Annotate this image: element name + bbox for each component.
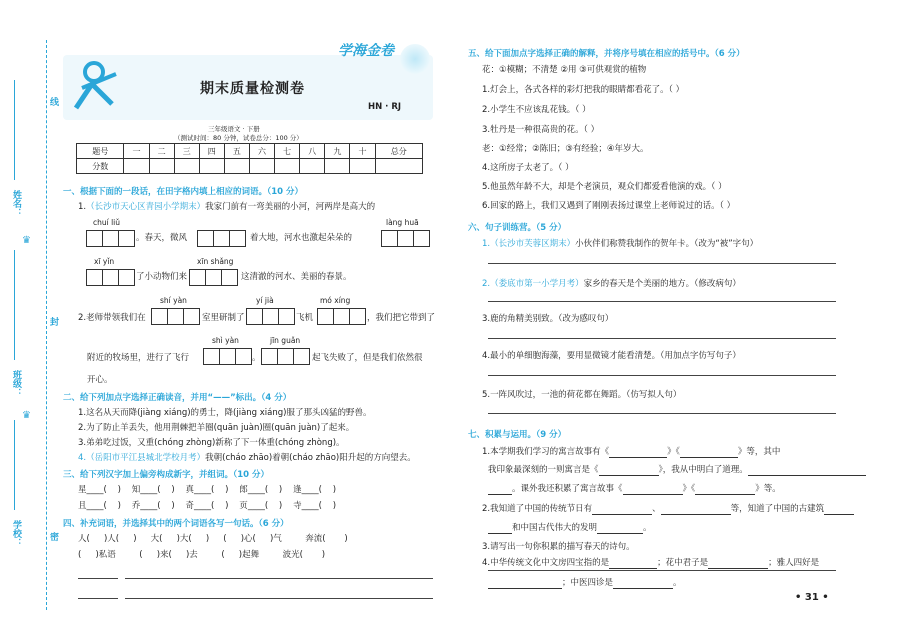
s5-q6: 6.回家的路上，我们又遇到了刚刚表扬过课堂上老师说过的话。（ ）	[482, 201, 736, 211]
s6-q1: 1.（长沙市芙蓉区期末）小伙伴们称赞我制作的贺年卡。（改为“被”字句）	[482, 239, 759, 249]
s7-q1-line2: 我印象最深刻的一则寓言是《 》，我从中明白了道理。	[488, 464, 866, 476]
score-cell[interactable]	[149, 159, 174, 174]
pinyin: xīn shǎng	[197, 257, 234, 266]
s5-q2: 2.小学生不应该乱花钱。（ ）	[482, 105, 591, 115]
brand-text: 学海金卷	[338, 43, 394, 59]
section-1-heading: 一、根据下面的一段话，在田字格内填上相应的词语。（10 分）	[63, 187, 304, 197]
s7-q2-line1: 2.我知道了中国的传统节日有 、 等，知道了中国的古建筑	[482, 503, 854, 515]
score-cell[interactable]	[275, 159, 300, 174]
answer-line[interactable]	[488, 338, 836, 339]
answer-line[interactable]	[488, 570, 836, 571]
source-tag: （长沙市天心区青园小学期末）	[86, 202, 206, 212]
s1-text: 。	[252, 353, 261, 363]
s4-row2: ( )私语 ( )来( )去 ( )起舞 波光( )	[78, 550, 326, 560]
s6-q5: 5.一阵风吹过，一池的荷花都在舞蹈。（仿写拟人句）	[482, 390, 682, 400]
page-number: • 31 •	[795, 592, 829, 603]
binding-dashed-line	[46, 40, 47, 610]
score-cell[interactable]	[350, 159, 375, 174]
s5-q1: 1.灯会上，各式各样的彩灯把我的眼睛都看花了。（ ）	[482, 85, 685, 95]
s5-q4: 4.这所房子太老了。（ ）	[482, 163, 574, 173]
score-row-label: 分数	[77, 159, 124, 174]
mascot-icon	[72, 58, 122, 113]
score-cell[interactable]	[199, 159, 224, 174]
s3-row2: 且____( ) 乔____( ) 奇____( ) 页____( ) 寺____( )	[78, 501, 337, 511]
s1-text: 室里研制了	[202, 313, 245, 323]
binding-margin	[0, 0, 60, 636]
name-field-line[interactable]	[14, 80, 15, 180]
name-field-label: 姓名：	[11, 190, 21, 217]
answer-line[interactable]	[488, 301, 836, 302]
tianzige-jinguan[interactable]	[262, 348, 310, 365]
pinyin: shí yàn	[160, 296, 187, 305]
sun-icon	[400, 44, 430, 74]
s1-q1-line1: 1.（长沙市天心区青园小学期末）我家门前有一弯美丽的小河，河两岸是高大的	[78, 202, 376, 212]
s5-def1: 花：①模糊；不清楚 ②用 ③可供观赏的植物	[482, 65, 647, 75]
class-field-label: 班级：	[11, 370, 21, 397]
class-field-line[interactable]	[14, 250, 15, 360]
brand-logo	[338, 40, 394, 60]
s6-q3: 3.鹿的角精美别致。（改为感叹句）	[482, 314, 614, 324]
score-header: 七	[275, 144, 300, 159]
binding-label-secret: 密	[50, 533, 60, 543]
binding-label-seal: 封	[50, 318, 60, 328]
s1-text: 附近的牧场里，进行了飞行	[87, 353, 190, 363]
crown-icon: ♛	[22, 410, 31, 421]
s2-q1: 1.这名从天而降(jiàng xiáng)的勇士，降(jiàng xiáng)服了那头凶猛的野兽。	[78, 408, 372, 418]
s6-q4: 4.最小的单细胞海藻，要用显微镜才能看清楚。（用加点字仿写句子）	[482, 351, 741, 361]
s2-q3: 3.弟弟吃过饭，又重(chóng zhòng)新称了下一体重(chóng zhòng)。	[78, 438, 345, 448]
s7-q1-line3: 。课外我还积累了寓言故事《 》《 》等。	[488, 483, 781, 495]
s1-text: ，我们把它带到了	[367, 313, 436, 323]
s7-q3: 3.请写出一句你积累的描写春天的诗句。	[482, 542, 635, 552]
section-2-heading: 二、给下列加点字选择正确读音，并用“——”标出。（4 分）	[63, 393, 292, 403]
section-4-heading: 四、补充词语，并选择其中的两个词语各写一句话。（6 分）	[63, 519, 289, 529]
score-header: 一	[124, 144, 149, 159]
s5-def2: 老：①经常；②陈旧；③有经验；④年岁大。	[482, 144, 649, 154]
school-field-line[interactable]	[14, 420, 15, 510]
answer-line[interactable]	[488, 375, 836, 376]
tianzige-shiyan2[interactable]	[204, 348, 252, 365]
s7-q4-line1: 4.中华传统文化中文房四宝指的是 ；花中君子是 ；雅人四好是	[482, 558, 820, 568]
page-title: 期末质量检测卷	[200, 81, 305, 97]
s7-q2-line2: 和中国古代伟大的发明 。	[488, 522, 652, 534]
s5-q3: 3.牡丹是一种很高贵的花。（ ）	[482, 125, 600, 135]
score-cell[interactable]	[124, 159, 149, 174]
answer-line[interactable]	[78, 598, 118, 599]
crown-icon: ♛	[22, 235, 31, 246]
score-header: 五	[224, 144, 249, 159]
s7-q1-line1: 1.本学期我们学习的寓言故事有《 》《 》等，其中	[482, 447, 781, 457]
tianzige-xiyin[interactable]	[87, 269, 135, 286]
answer-line[interactable]	[125, 578, 433, 579]
score-header: 六	[249, 144, 274, 159]
tianzige-shiyan[interactable]	[152, 308, 200, 325]
s1-text: 了小动物们来	[136, 272, 188, 282]
score-cell[interactable]	[224, 159, 249, 174]
section-3-heading: 三、给下列汉字加上偏旁构成新字，并组词。（10 分）	[63, 470, 270, 480]
s2-q4: 4.（岳阳市平江县城北学校月考）我朝(cháo zhāo)着朝(cháo zhāo)阳升起的方向望去。	[78, 453, 416, 463]
answer-line[interactable]	[125, 598, 433, 599]
tianzige-chuiliu[interactable]	[87, 230, 135, 247]
tianzige-langhua[interactable]	[382, 230, 430, 247]
score-header: 二	[149, 144, 174, 159]
s1-text: 飞机	[296, 313, 314, 323]
pinyin: xī yǐn	[94, 257, 115, 266]
s5-q5: 5.他虽然年龄不大，却是个老演员，观众们都爱看他演的戏。（ ）	[482, 182, 727, 192]
tianzige-yijia[interactable]	[247, 308, 295, 325]
pinyin: yí jià	[256, 296, 274, 305]
score-header: 四	[199, 144, 224, 159]
section-6-heading: 六、句子训练营。（5 分）	[468, 223, 567, 233]
s1-text: 开心。	[87, 375, 113, 385]
pinyin: shì yàn	[212, 336, 239, 345]
grade-label: 三年级语文 · 下册	[208, 125, 260, 133]
pinyin: jīn guǎn	[270, 336, 301, 345]
s7-q4-line2: ；中医四诊是 。	[488, 577, 682, 589]
tianzige-moxing[interactable]	[318, 308, 366, 325]
s1-q2-start: 2.老师带领我们在	[78, 313, 146, 323]
section-7-heading: 七、积累与运用。（9 分）	[468, 430, 567, 440]
s1-text: 这清澈的河水、美丽的春景。	[241, 272, 352, 282]
school-field-label: 学校：	[11, 520, 21, 547]
pinyin: làng huā	[386, 218, 419, 227]
score-cell[interactable]	[174, 159, 199, 174]
edition-label: HN · RJ	[368, 102, 402, 112]
score-header: 十	[350, 144, 375, 159]
score-cell[interactable]	[375, 159, 422, 174]
answer-line[interactable]	[78, 578, 118, 579]
s3-row1: 星____( ) 知____( ) 真____( ) 郎____( ) 逢____( )	[78, 485, 337, 495]
tianzige-xinshang[interactable]	[190, 269, 238, 286]
s1-text: 着大地，河水也激起朵朵的	[250, 233, 353, 243]
score-header: 八	[300, 144, 325, 159]
score-header: 九	[325, 144, 350, 159]
score-header: 三	[174, 144, 199, 159]
s1-text: 起飞失败了，但是我们依然很	[312, 353, 423, 363]
s2-q2: 2.为了防止羊丢失，他用荆棘把羊圈(quān juàn)圈(quān juàn)了起来。	[78, 423, 355, 433]
s1-text: 。春天，微风	[136, 233, 188, 243]
s4-row1: 人( )人( ) 大( )大( ) ( )心( )气 奔流( )	[78, 534, 348, 544]
score-cell[interactable]	[249, 159, 274, 174]
tianzige-fu[interactable]	[198, 230, 246, 247]
s6-q2: 2.（娄底市第一小学月考）家乡的春天是个美丽的地方。（修改病句）	[482, 279, 741, 289]
score-header: 题号	[77, 144, 124, 159]
section-5-heading: 五、给下面加点字选择正确的解释，并将序号填在相应的括号中。（6 分）	[468, 49, 745, 59]
pinyin: mó xíng	[320, 296, 351, 305]
score-table	[76, 143, 423, 174]
answer-line[interactable]	[488, 413, 836, 414]
score-cell[interactable]	[300, 159, 325, 174]
exam-info: （测试时间：80 分钟，试卷总分：100 分）	[174, 134, 303, 142]
score-header: 总分	[375, 144, 422, 159]
score-cell[interactable]	[325, 159, 350, 174]
pinyin: chuí liǔ	[93, 218, 121, 227]
answer-line[interactable]	[488, 263, 836, 264]
binding-label-line: 线	[50, 98, 60, 108]
